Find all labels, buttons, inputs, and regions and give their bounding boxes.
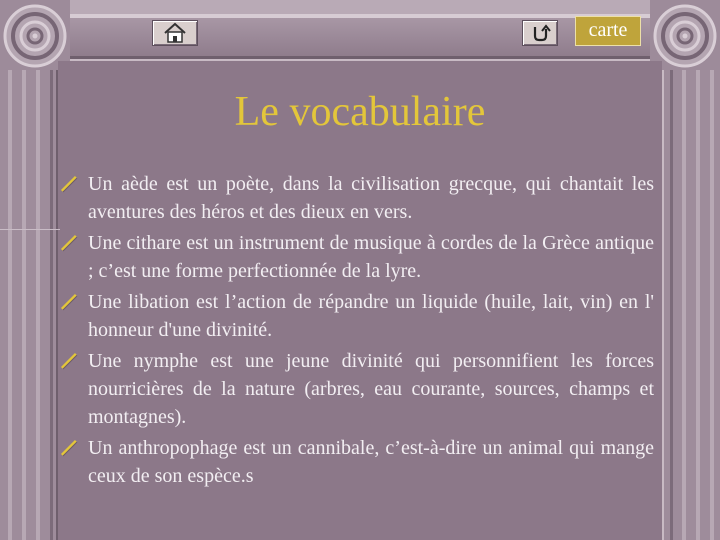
term: Un aède xyxy=(88,173,158,195)
home-button[interactable] xyxy=(152,20,198,46)
left-volute xyxy=(0,0,70,70)
list-item xyxy=(60,229,654,285)
definition: est un poète, dans la civilisation grecque, qui chantait les aventures des héros et des dieux en vers. xyxy=(88,173,654,223)
bullet-icon xyxy=(60,352,78,370)
bullet-icon xyxy=(60,175,78,193)
bullet-icon xyxy=(60,293,78,311)
left-divider-line xyxy=(0,229,60,230)
list-item xyxy=(60,288,654,344)
definition: est un cannibale, c’est-à-dire un animal qui mange ceux de son espèce.s xyxy=(88,437,654,487)
carte-button[interactable] xyxy=(575,16,641,46)
return-button[interactable] xyxy=(522,20,558,46)
list-item xyxy=(60,347,654,431)
page-title: Le vocabulaire xyxy=(234,89,486,135)
list-item xyxy=(60,434,654,490)
house-icon xyxy=(162,22,188,44)
list-item xyxy=(60,170,654,226)
term: Une cithare xyxy=(88,232,181,254)
carte-label: carte xyxy=(588,18,628,41)
definition: est l’action de répandre un liquide (huile, lait, vin) en l' honneur d'une divinité. xyxy=(88,291,654,341)
left-column-shaft xyxy=(0,70,58,540)
term: Une libation xyxy=(88,291,190,313)
definition: est un instrument de musique à cordes de la Grèce antique ; c’est une forme perfectionnée de la lyre. xyxy=(88,232,654,282)
return-arrow-icon xyxy=(529,23,551,43)
bullet-icon xyxy=(60,439,78,457)
vocabulary-list xyxy=(60,170,654,493)
term: Une nymphe xyxy=(88,350,199,372)
right-column-shaft xyxy=(662,70,720,540)
definition: est une jeune divinité qui personnifient les forces nourricières de la nature (arbres, eau courante, sources, champs et montagnes). xyxy=(88,350,654,428)
term: Un anthropophage xyxy=(88,437,238,459)
right-volute xyxy=(650,0,720,70)
bullet-icon xyxy=(60,234,78,252)
